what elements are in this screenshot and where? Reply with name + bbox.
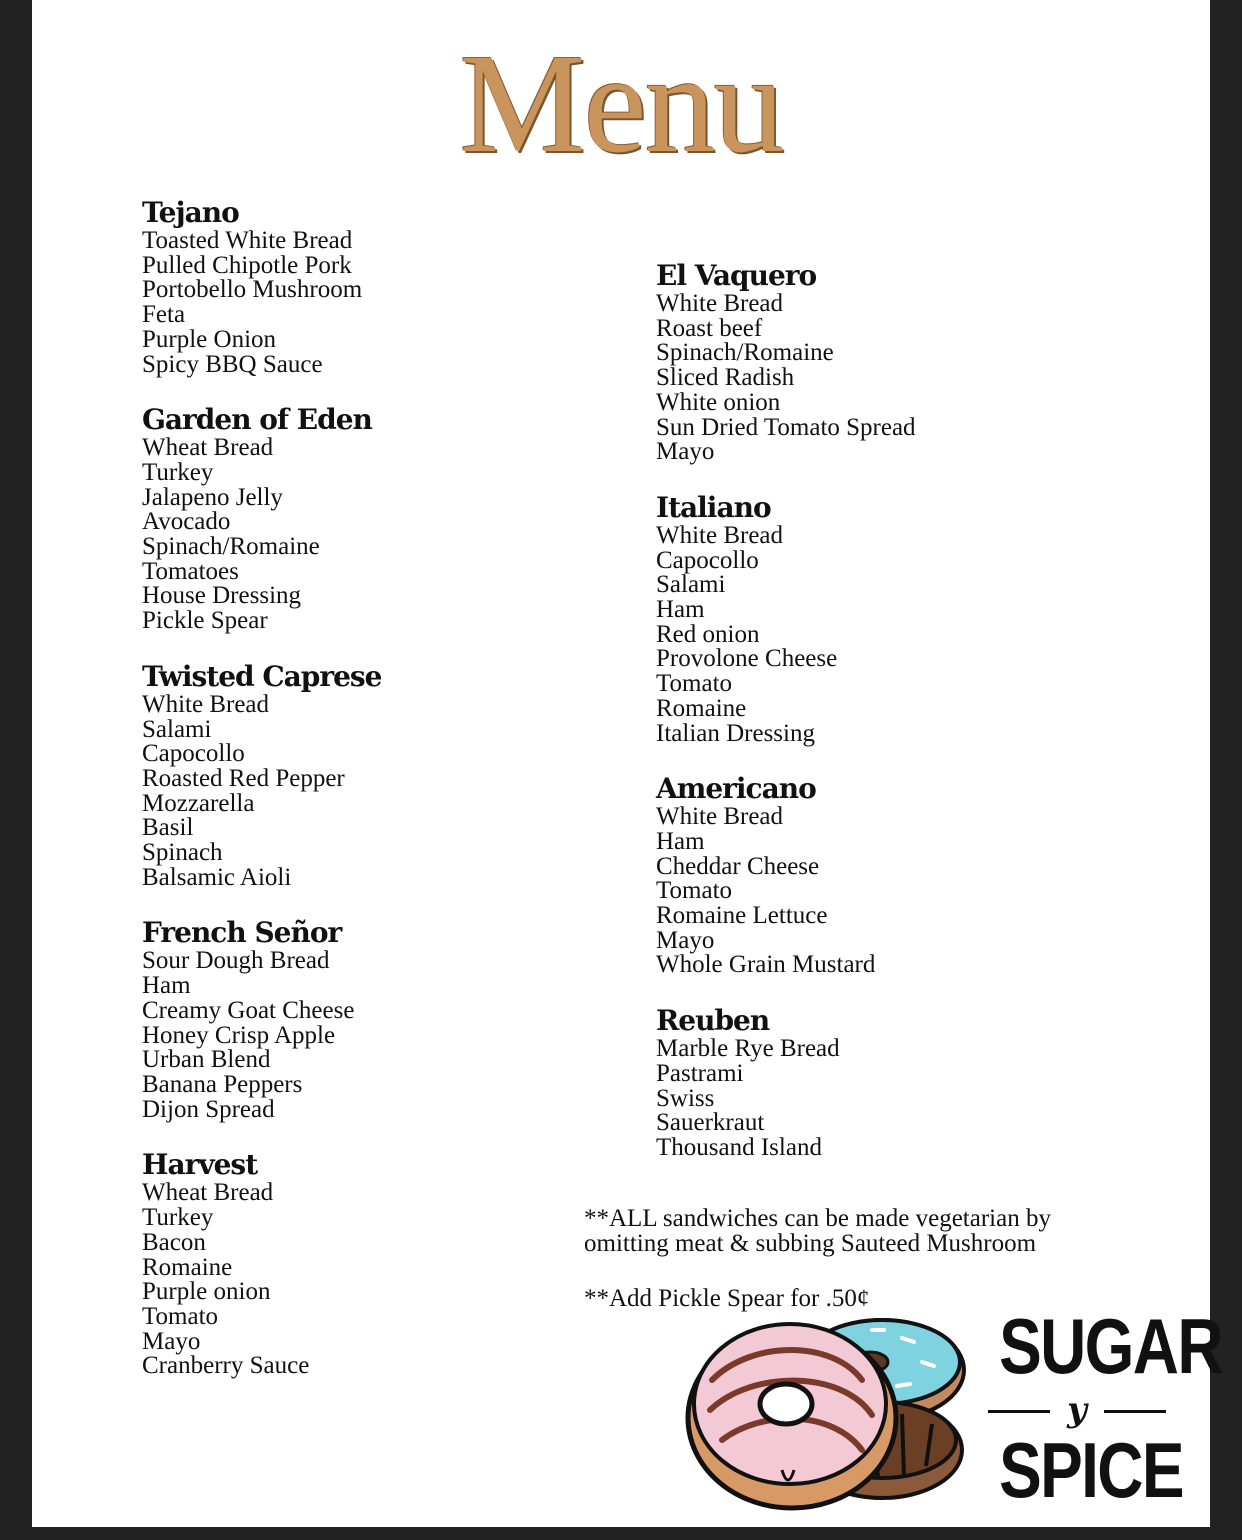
ingredient: Italian Dressing <box>656 719 815 747</box>
ingredient: Turkey <box>142 458 214 486</box>
sandwich-name: Reuben <box>656 1004 770 1038</box>
menu-page <box>32 0 1222 1527</box>
sugar-y-spice-logo <box>682 1300 1222 1515</box>
logo-y: y <box>982 1392 1172 1428</box>
ingredient: Spinach/Romaine <box>656 339 834 367</box>
menu-section <box>142 403 612 634</box>
sandwich-name: Americano <box>656 772 816 806</box>
sandwich-name: El Vaquero <box>656 259 817 292</box>
sandwich-name: Italiano <box>656 490 771 524</box>
sandwich-name: Harvest <box>142 1148 258 1182</box>
ingredient: Sun Dried Tomato Spread <box>656 413 916 441</box>
ingredient: Thousand Island <box>656 1133 822 1161</box>
ingredient: Romaine <box>142 1253 233 1281</box>
ingredient: House Dressing <box>142 582 302 610</box>
ingredient: Mayo <box>656 438 715 466</box>
ingredient: Roast beef <box>656 314 763 342</box>
ingredient: Pastrami <box>656 1059 744 1087</box>
ingredient: Salami <box>656 571 726 599</box>
ingredient: Whole Grain Mustard <box>656 951 876 979</box>
ingredient: Toasted White Bread <box>142 227 353 254</box>
ingredient: Dijon Spread <box>142 1095 275 1123</box>
ingredient: Ham <box>656 596 705 624</box>
ingredient: Red onion <box>656 620 760 648</box>
menu-section <box>142 916 612 1122</box>
menu-section <box>142 1148 612 1379</box>
ingredient: Capocollo <box>656 546 759 574</box>
ingredient: Cheddar Cheese <box>656 852 820 880</box>
menu-notes <box>584 1206 1144 1311</box>
ingredient: Tomato <box>656 877 733 905</box>
sandwich-name: Twisted Caprese <box>142 659 382 693</box>
logo-wordmark <box>982 1300 1222 1514</box>
pickle-note: **Add Pickle Spear for .50¢ <box>584 1285 870 1312</box>
ingredient: Roasted Red Pepper <box>142 764 345 792</box>
ingredient: Wheat Bread <box>142 1179 274 1207</box>
menu-section <box>142 660 612 891</box>
ingredient: Turkey <box>142 1204 214 1232</box>
ingredient: White Bread <box>656 521 784 549</box>
ingredient: Portobello Mushroom <box>142 276 363 304</box>
right-column <box>656 259 1126 1187</box>
ingredient: Marble Rye Bread <box>656 1035 840 1063</box>
ingredient: Honey Crisp Apple <box>142 1021 336 1049</box>
ingredient: Mayo <box>656 926 715 954</box>
ingredient: Spinach/Romaine <box>142 533 320 561</box>
menu-title: Menu <box>459 24 783 182</box>
ingredient: Sauerkraut <box>656 1109 765 1137</box>
ingredient: Spicy BBQ Sauce <box>142 350 323 378</box>
vegetarian-note-line1: **ALL sandwiches can be made vegetarian by <box>584 1205 1051 1232</box>
ingredient: Ham <box>656 827 705 855</box>
logo-spice: SPICE <box>999 1426 1183 1514</box>
ingredient: Bacon <box>142 1228 206 1256</box>
ingredient: Capocollo <box>142 740 245 768</box>
ingredient: Pickle Spear <box>142 607 268 635</box>
ingredient: Mayo <box>142 1327 201 1355</box>
ingredient: Wheat Bread <box>142 434 274 462</box>
left-column <box>142 196 612 1405</box>
ingredient: Tomato <box>656 670 733 698</box>
menu-section <box>656 259 1126 465</box>
ingredient: Basil <box>142 814 194 842</box>
ingredient: White Bread <box>656 803 784 831</box>
menu-section <box>656 772 1126 978</box>
ingredient: White onion <box>656 388 781 416</box>
ingredient: Feta <box>142 301 186 329</box>
sandwich-name: Tejano <box>142 196 239 229</box>
ingredient: Pulled Chipotle Pork <box>142 251 352 279</box>
ingredient: Provolone Cheese <box>656 645 838 673</box>
ingredient: White Bread <box>142 690 270 718</box>
ingredient: Tomatoes <box>142 557 239 585</box>
ingredient: Tomato <box>142 1302 219 1330</box>
menu-section <box>656 1004 1126 1161</box>
ingredient: Sour Dough Bread <box>142 947 330 975</box>
ingredient: Swiss <box>656 1084 715 1112</box>
ingredient: Balsamic Aioli <box>142 863 292 891</box>
vegetarian-note-line2: omitting meat & subbing Sauteed Mushroom <box>584 1230 1037 1257</box>
menu-section <box>656 491 1126 746</box>
ingredient: Salami <box>142 715 212 743</box>
ingredient: Mozzarella <box>142 789 255 817</box>
ingredient: Jalapeno Jelly <box>142 483 283 511</box>
menu-section <box>142 196 612 377</box>
sandwich-name: French Señor <box>142 916 342 950</box>
ingredient: Cranberry Sauce <box>142 1352 310 1380</box>
logo-sugar: SUGAR <box>999 1302 1222 1390</box>
ingredient: Ham <box>142 972 191 1000</box>
ingredient: White Bread <box>656 290 784 317</box>
ingredient: Romaine Lettuce <box>656 902 828 930</box>
ingredient: Spinach <box>142 839 223 867</box>
ingredient: Romaine <box>656 694 747 722</box>
ingredient: Banana Peppers <box>142 1070 303 1098</box>
ingredient: Avocado <box>142 508 231 536</box>
ingredient: Urban Blend <box>142 1046 271 1074</box>
donuts-icon <box>682 1300 972 1515</box>
ingredient: Sliced Radish <box>656 364 795 392</box>
ingredient: Creamy Goat Cheese <box>142 996 355 1024</box>
sandwich-name: Garden of Eden <box>142 403 372 437</box>
ingredient: Purple onion <box>142 1278 271 1306</box>
ingredient: Purple Onion <box>142 325 277 353</box>
